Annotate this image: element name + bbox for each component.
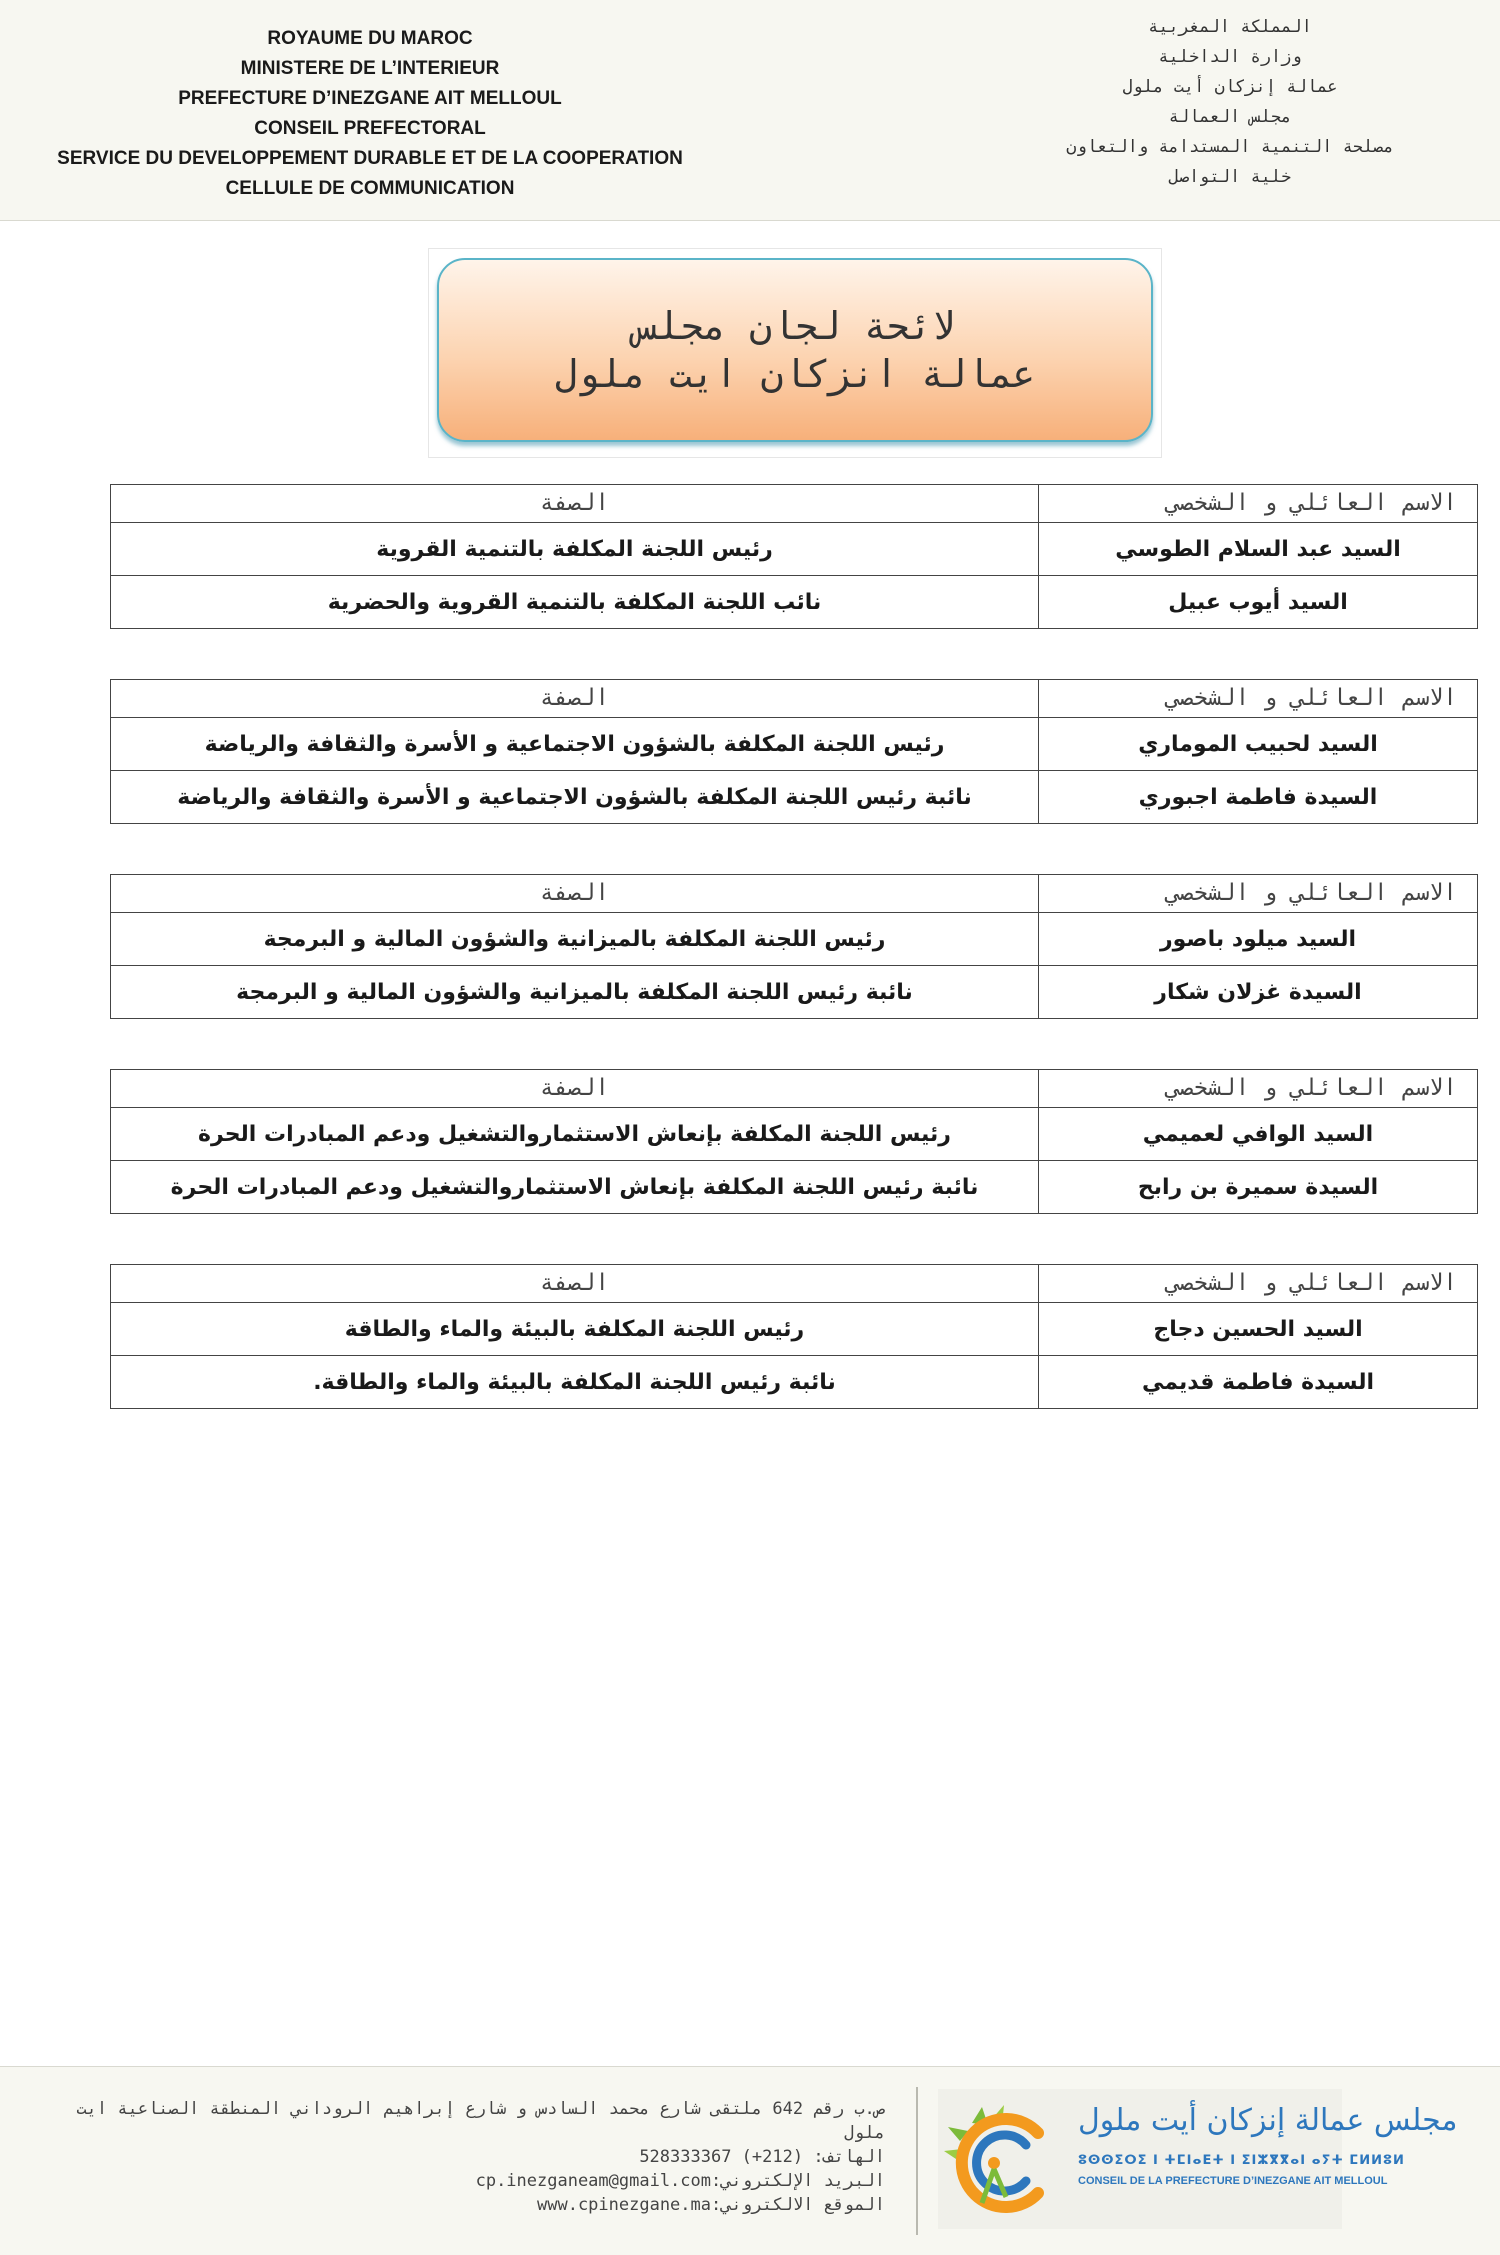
footer-phone: الهاتف: (212+) 528333367 xyxy=(639,2147,885,2167)
fr-line-cell: CELLULE DE COMMUNICATION xyxy=(225,178,515,199)
member-role: نائبة رئيس اللجنة المكلفة بالبيئة والماء والطاقة. xyxy=(111,1356,1039,1409)
fr-line-ministry: MINISTERE DE L’INTERIEUR xyxy=(240,58,500,79)
member-role: رئيس اللجنة المكلفة بالميزانية والشؤون المالية و البرمجة xyxy=(111,913,1039,966)
member-name: السيد ميلود باصور xyxy=(1039,913,1478,966)
table-row xyxy=(111,1356,1478,1409)
footer-address: ص.ب رقم 642 ملتقى شارع محمد السادس و شارع إبراهيم الروداني المنطقة الصناعية ايت xyxy=(76,2099,885,2119)
ar-line-service: مصلحة التنمية المستدامة والتعاون xyxy=(1066,137,1394,157)
document-title xyxy=(437,258,1153,442)
logo-arabic-text: مجلس عمالة إنزكان أيت ملول xyxy=(1078,2103,1458,2138)
member-name: السيدة فاطمة اجبوري xyxy=(1039,771,1478,824)
title-line-1: لائحة لجان مجلس xyxy=(634,304,956,348)
member-role: رئيس اللجنة المكلفة بالبيئة والماء والطاقة xyxy=(111,1303,1039,1356)
table-row xyxy=(111,913,1478,966)
member-name: السيدة سميرة بن رابح xyxy=(1039,1161,1478,1214)
table-header-row xyxy=(111,485,1478,523)
member-role: رئيس اللجنة المكلفة بإنعاش الاستثماروالتشغيل ودعم المبادرات الحرة xyxy=(111,1108,1039,1161)
committee-table-social-affairs xyxy=(110,679,1478,824)
member-name: السيد لحبيب الموماري xyxy=(1039,718,1478,771)
table-header-row xyxy=(111,875,1478,913)
footer-address-cont: ملول xyxy=(844,2123,885,2143)
fr-line-kingdom: ROYAUME DU MAROC xyxy=(267,28,473,49)
table-row xyxy=(111,1303,1478,1356)
member-role: نائبة رئيس اللجنة المكلفة بإنعاش الاستثماروالتشغيل ودعم المبادرات الحرة xyxy=(111,1161,1039,1214)
ar-line-ministry: وزارة الداخلية xyxy=(1158,47,1302,67)
logo-tifinagh-text: ⵓⵙⵙⵉⵔⵉ ⵏ ⵜⵎⵏⴰⴹⵜ ⵏ ⵉⵏⵣⴳⴳⴰⵏ ⴰⵢⵜ ⵎⵍⵍⵓⵍ xyxy=(1078,2153,1405,2168)
member-role: نائبة رئيس اللجنة المكلفة بالشؤون الاجتماعية و الأسرة والثقافة والرياضة xyxy=(111,771,1039,824)
header-name: الاسم العائلي و الشخصي xyxy=(1039,1265,1478,1303)
header-role: الصفة xyxy=(111,1265,1039,1303)
member-name: السيدة غزلان شكار xyxy=(1039,966,1478,1019)
logo-emblem-icon xyxy=(942,2093,1072,2223)
committee-table-rural-development xyxy=(110,484,1478,629)
ar-line-cell: خلية التواصل xyxy=(1168,167,1292,187)
table-row xyxy=(111,523,1478,576)
ar-line-council: مجلس العمالة xyxy=(1168,107,1292,127)
header-role: الصفة xyxy=(111,1070,1039,1108)
fr-line-service: SERVICE DU DEVELOPPEMENT DURABLE ET DE LA COOPERATION xyxy=(57,148,683,169)
committee-table-environment xyxy=(110,1264,1478,1409)
table-row xyxy=(111,966,1478,1019)
header-name: الاسم العائلي و الشخصي xyxy=(1039,680,1478,718)
header-role: الصفة xyxy=(111,680,1039,718)
footer xyxy=(0,2066,1500,2255)
member-role: رئيس اللجنة المكلفة بالتنمية القروية xyxy=(111,523,1039,576)
committee-table-budget xyxy=(110,874,1478,1019)
fr-line-council: CONSEIL PREFECTORAL xyxy=(254,118,486,139)
member-role: نائبة رئيس اللجنة المكلفة بالميزانية والشؤون المالية و البرمجة xyxy=(111,966,1039,1019)
fr-line-prefecture: PREFECTURE D’INEZGANE AIT MELLOUL xyxy=(178,88,562,109)
header-name: الاسم العائلي و الشخصي xyxy=(1039,485,1478,523)
table-row xyxy=(111,1161,1478,1214)
footer-email: البريد الإلكتروني:cp.inezganeam@gmail.com xyxy=(475,2171,885,2191)
member-name: السيد الحسين دجاج xyxy=(1039,1303,1478,1356)
member-role: نائب اللجنة المكلفة بالتنمية القروية والحضرية xyxy=(111,576,1039,629)
member-role: رئيس اللجنة المكلفة بالشؤون الاجتماعية و الأسرة والثقافة والرياضة xyxy=(111,718,1039,771)
table-header-row xyxy=(111,1070,1478,1108)
logo-french-text: CONSEIL DE LA PREFECTURE D’INEZGANE AIT MELLOUL xyxy=(1078,2175,1388,2187)
council-logo xyxy=(938,2089,1458,2229)
footer-website: الموقع الالكتروني:www.cpinezgane.ma xyxy=(537,2195,885,2215)
member-name: السيد أيوب عبيل xyxy=(1039,576,1478,629)
header-role: الصفة xyxy=(111,485,1039,523)
table-row xyxy=(111,576,1478,629)
letterhead xyxy=(0,0,1500,221)
french-letterhead xyxy=(40,24,700,204)
table-row xyxy=(111,771,1478,824)
footer-divider xyxy=(916,2087,918,2235)
header-name: الاسم العائلي و الشخصي xyxy=(1039,875,1478,913)
member-name: السيد عبد السلام الطوسي xyxy=(1039,523,1478,576)
header-name: الاسم العائلي و الشخصي xyxy=(1039,1070,1478,1108)
table-row xyxy=(111,718,1478,771)
table-header-row xyxy=(111,680,1478,718)
committee-table-investment xyxy=(110,1069,1478,1214)
arabic-letterhead xyxy=(1000,12,1460,192)
ar-line-prefecture: عمالة إنزكان أيت ملول xyxy=(1122,77,1338,97)
table-row xyxy=(111,1108,1478,1161)
ar-line-kingdom: المملكة المغربية xyxy=(1148,17,1312,37)
table-header-row xyxy=(111,1265,1478,1303)
member-name: السيد الوافي لعميمي xyxy=(1039,1108,1478,1161)
header-role: الصفة xyxy=(111,875,1039,913)
member-name: السيدة فاطمة قديمي xyxy=(1039,1356,1478,1409)
title-line-2: عمالة انزكان ايت ملول xyxy=(554,352,1036,396)
footer-contact xyxy=(0,2097,885,2217)
